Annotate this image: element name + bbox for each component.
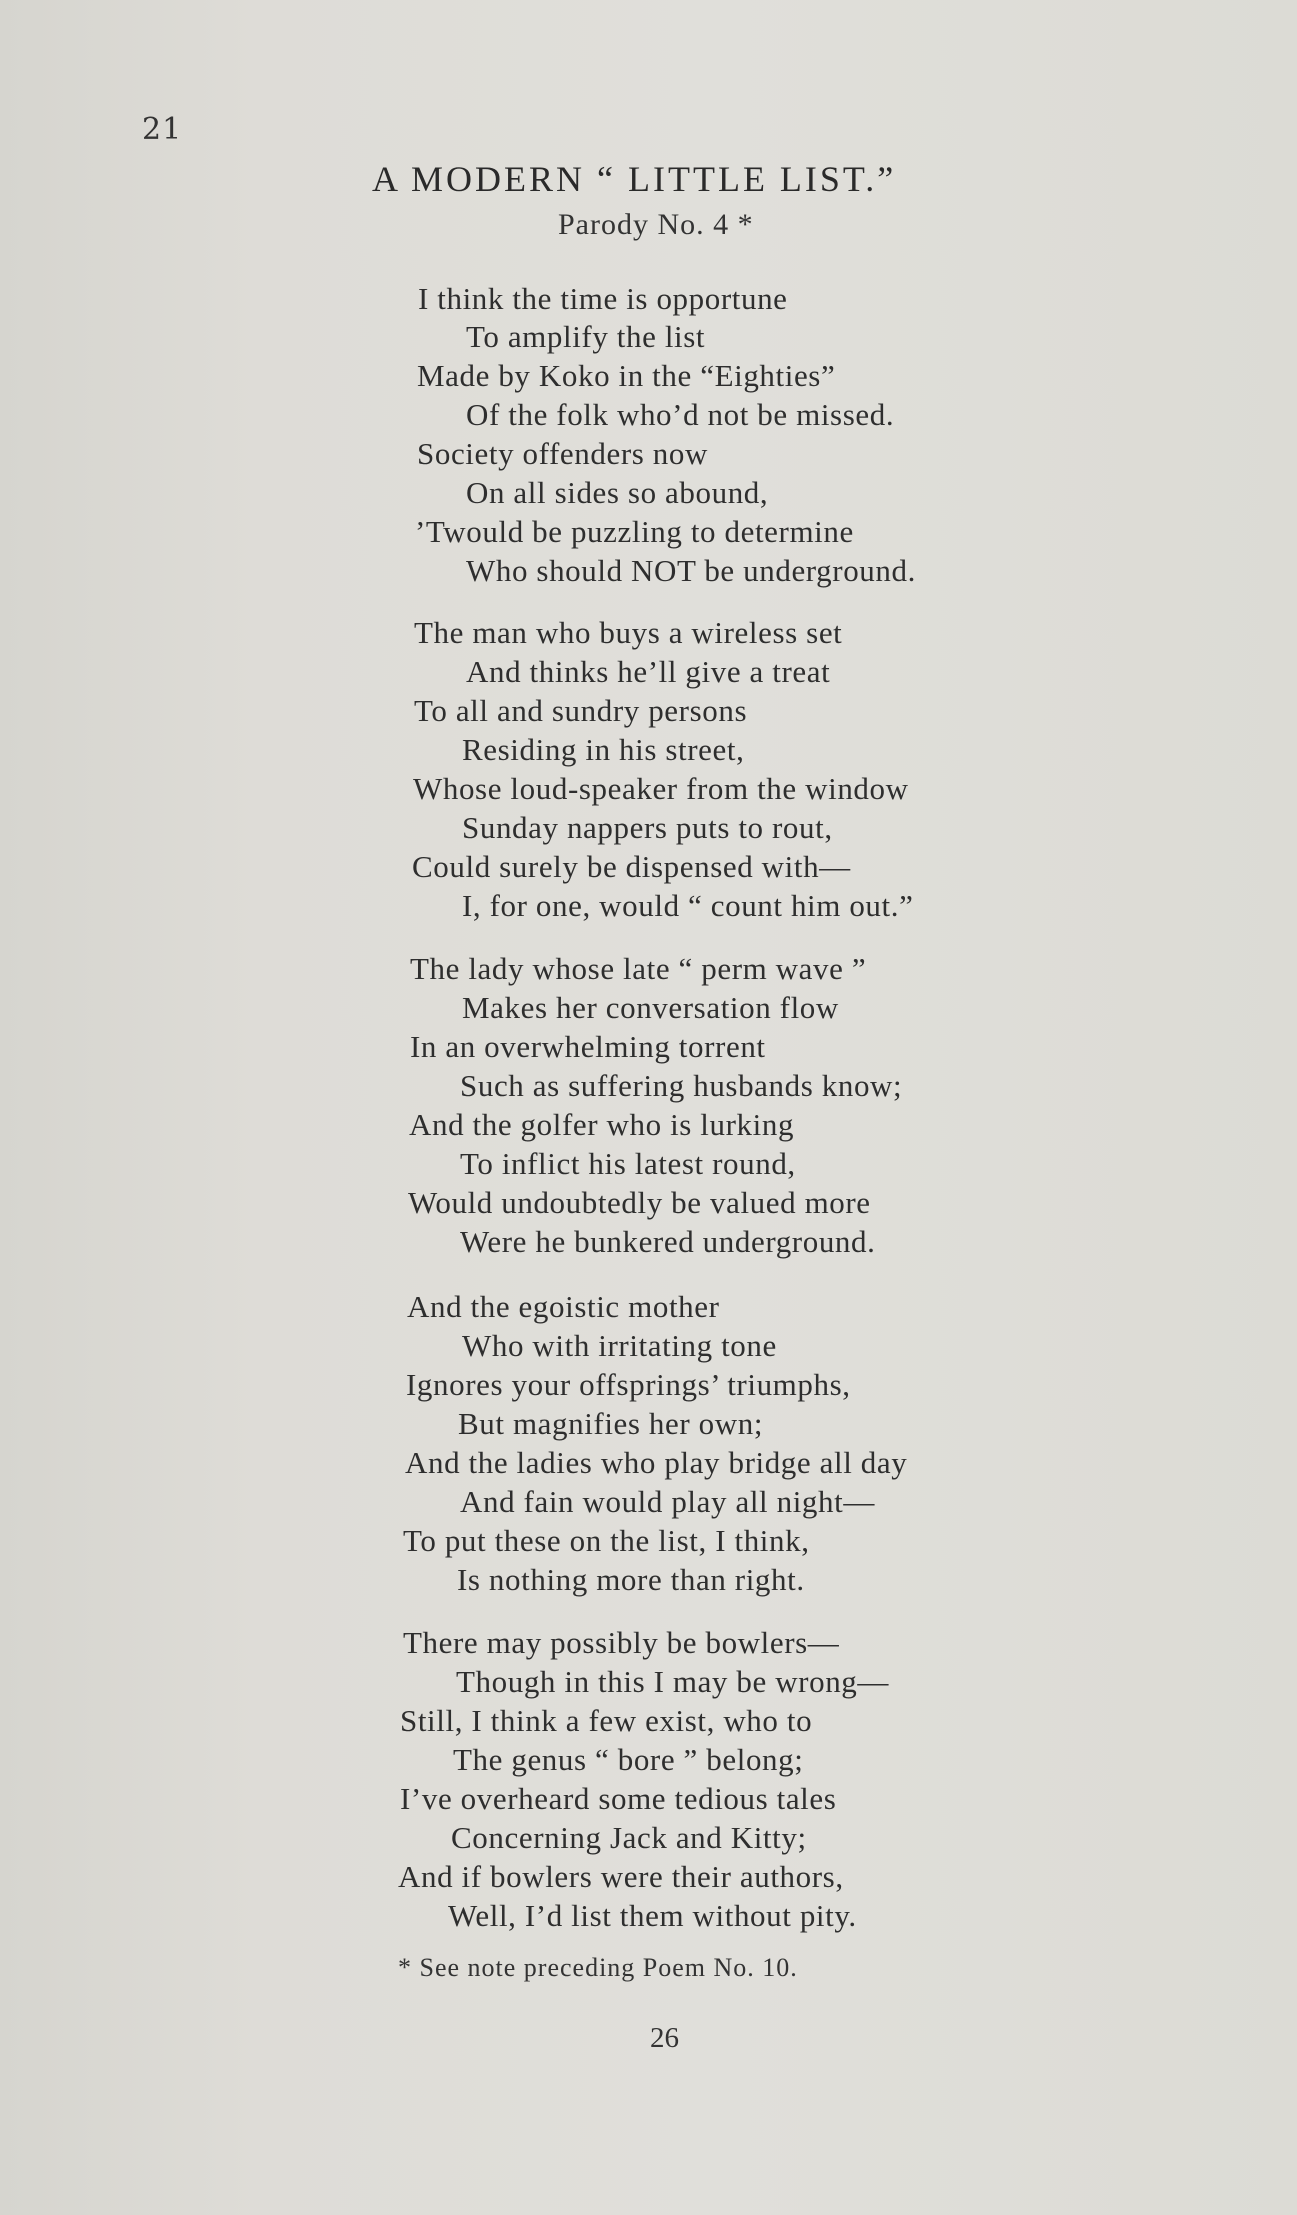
poem-line: Well, I’d list them without pity. bbox=[448, 1898, 857, 1933]
poem-line: And thinks he’ll give a treat bbox=[466, 654, 831, 689]
footnote: * See note preceding Poem No. 10. bbox=[398, 1953, 798, 1982]
poem-line: Who should NOT be underground. bbox=[466, 553, 916, 588]
poem-line: ’Twould be puzzling to determine bbox=[415, 514, 854, 549]
poem-line: On all sides so abound, bbox=[466, 475, 769, 510]
poem-line: To all and sundry persons bbox=[414, 693, 748, 728]
poem-line: In an overwhelming torrent bbox=[410, 1029, 766, 1064]
poem-line: Is nothing more than right. bbox=[457, 1562, 805, 1597]
poem-line: Still, I think a few exist, who to bbox=[400, 1703, 813, 1738]
poem-line: I’ve overheard some tedious tales bbox=[400, 1781, 837, 1816]
poem-line: Of the folk who’d not be missed. bbox=[466, 397, 895, 432]
poem-line: And the golfer who is lurking bbox=[409, 1107, 795, 1142]
poem-line: I think the time is opportune bbox=[418, 281, 788, 316]
poem-subtitle: Parody No. 4 * bbox=[558, 208, 754, 241]
poem-line: And fain would play all night— bbox=[460, 1484, 875, 1519]
poem-line: Concerning Jack and Kitty; bbox=[451, 1820, 807, 1855]
poem-line: The man who buys a wireless set bbox=[414, 615, 843, 650]
poem-line: Residing in his street, bbox=[462, 732, 745, 767]
poem-line: Makes her conversation flow bbox=[462, 990, 839, 1025]
poem-line: And the ladies who play bridge all day bbox=[405, 1445, 908, 1480]
page-number: 26 bbox=[650, 2022, 679, 2054]
poem-number: 21 bbox=[142, 112, 183, 147]
poem-line: To inflict his latest round, bbox=[460, 1146, 796, 1181]
poem-line: The lady whose late “ perm wave ” bbox=[410, 951, 867, 986]
poem-line: The genus “ bore ” belong; bbox=[453, 1742, 804, 1777]
poem-line: Were he bunkered underground. bbox=[460, 1224, 876, 1259]
poem-line: To amplify the list bbox=[466, 319, 706, 354]
poem-line: And the egoistic mother bbox=[407, 1289, 720, 1324]
poem-line: And if bowlers were their authors, bbox=[398, 1859, 844, 1894]
poem-line: Such as suffering husbands know; bbox=[460, 1068, 903, 1103]
poem-title: A MODERN “ LITTLE LIST.” bbox=[372, 159, 897, 199]
poem-line: Could surely be dispensed with— bbox=[412, 849, 851, 884]
poem-line: Though in this I may be wrong— bbox=[456, 1664, 890, 1699]
poem-line: Would undoubtedly be valued more bbox=[408, 1185, 871, 1220]
poem-line: Made by Koko in the “Eighties” bbox=[417, 358, 836, 393]
poem-line: Who with irritating tone bbox=[462, 1328, 777, 1363]
poem-line: But magnifies her own; bbox=[458, 1406, 764, 1441]
poem-line: Ignores your offsprings’ triumphs, bbox=[406, 1367, 851, 1402]
poem-line: To put these on the list, I think, bbox=[403, 1523, 810, 1558]
poem-line: Sunday nappers puts to rout, bbox=[462, 810, 833, 845]
poem-line: Whose loud-speaker from the window bbox=[413, 771, 909, 806]
poem-line: There may possibly be bowlers— bbox=[403, 1625, 840, 1660]
poem-line: I, for one, would “ count him out.” bbox=[462, 888, 914, 923]
poem-line: Society offenders now bbox=[417, 436, 708, 471]
